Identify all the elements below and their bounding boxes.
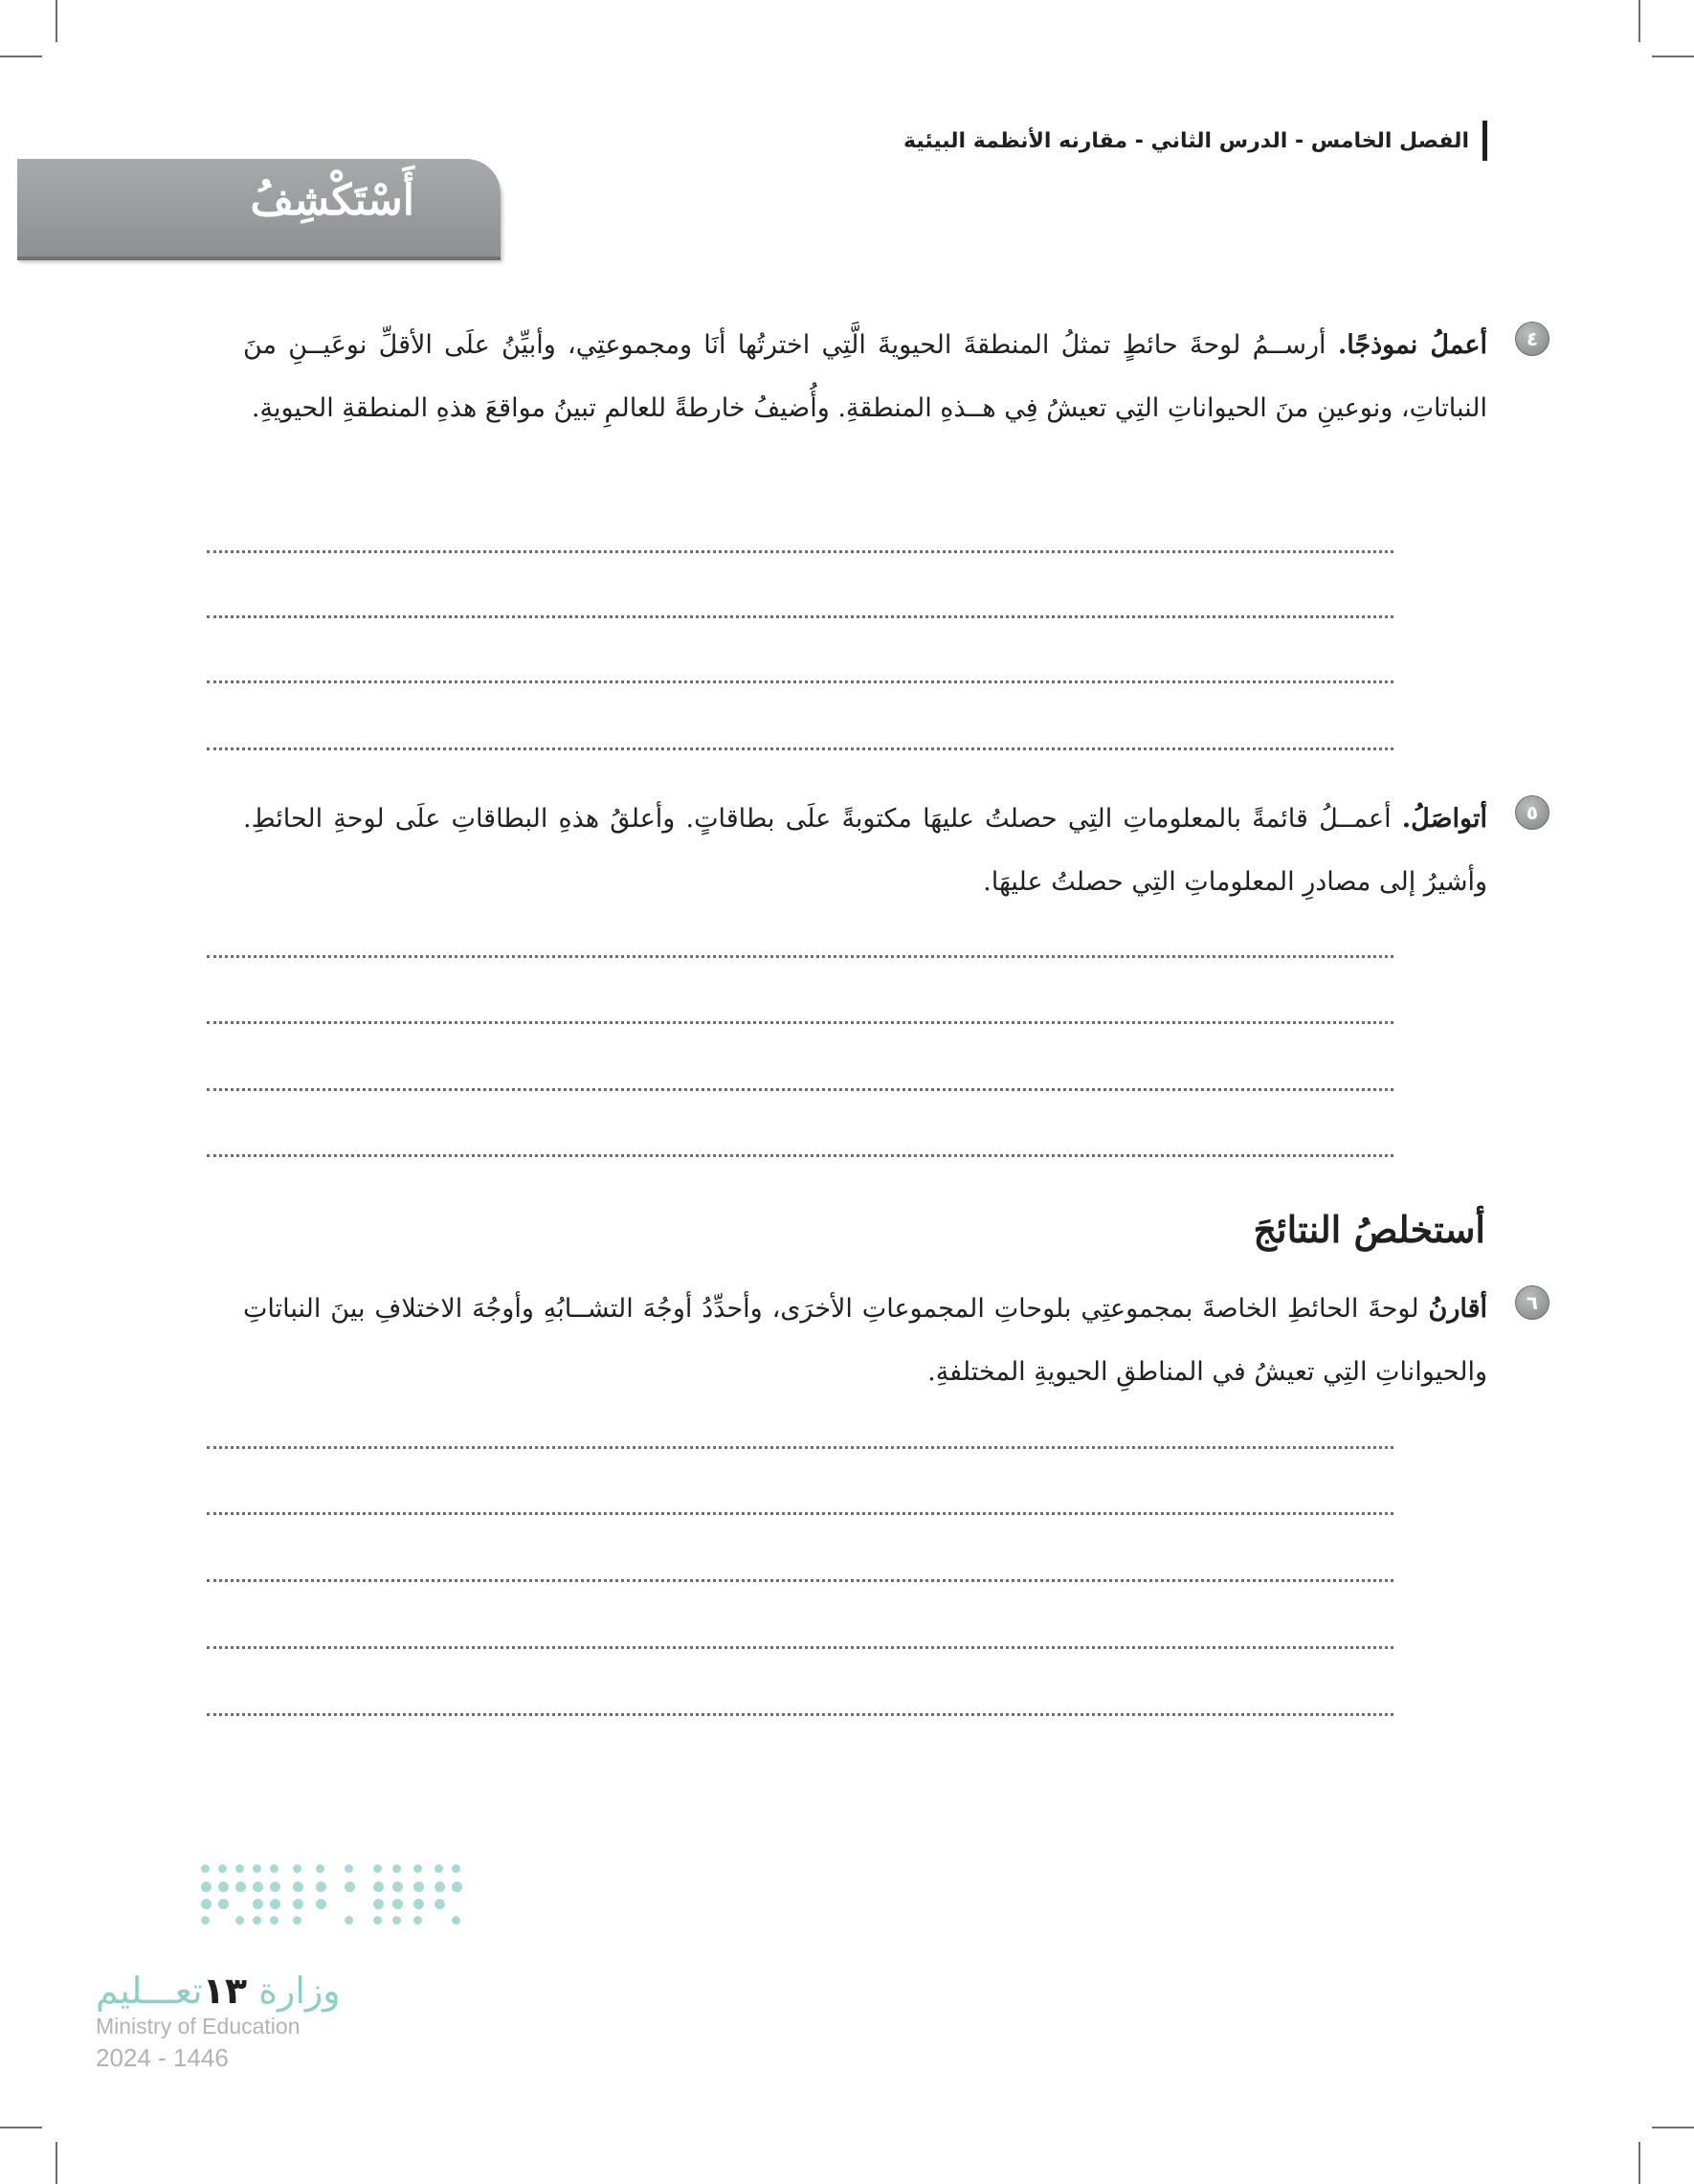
logo-dot	[270, 1899, 280, 1909]
logo-dot	[413, 1916, 422, 1925]
header-title: الفصل الخامس - الدرس الثاني - مقارنه الأنظمة البيئية	[903, 128, 1469, 153]
answer-line[interactable]	[207, 747, 1393, 750]
logo-dot	[435, 1899, 445, 1909]
logo-dot	[373, 1899, 384, 1909]
logo-dot	[253, 1916, 261, 1925]
logo-dot	[413, 1882, 424, 1892]
exercise-item-5	[243, 788, 1539, 914]
crop-mark	[56, 0, 57, 42]
item-paragraph	[243, 1278, 1487, 1404]
item-paragraph	[243, 788, 1487, 914]
logo-dot	[218, 1899, 229, 1909]
item-paragraph	[243, 314, 1487, 440]
item-text: لوحةَ الحائطِ الخاصةَ بمجموعتِي بلوحاتِ المجموعاتِ الأخرَى، وأحدِّدُ أوجُهَ التشــابُهِ وأوجُهَ الاختلافِ بينَ النباتاتِ والحيواناتِ التِي تعيشُ في المناطقِ الحيويةِ المختلفةِ.	[243, 1294, 1487, 1387]
logo-dot	[293, 1882, 303, 1892]
logo-dot	[201, 1899, 212, 1909]
logo-dot	[452, 1882, 462, 1892]
logo-dot	[235, 1916, 244, 1925]
logo-dot	[373, 1864, 382, 1873]
answer-line[interactable]	[207, 615, 1393, 618]
logo-dot	[413, 1864, 422, 1873]
logo-dot	[293, 1899, 303, 1909]
logo-dot	[293, 1864, 301, 1873]
logo-dot	[235, 1882, 246, 1892]
exercise-item-6	[243, 1278, 1539, 1404]
item-number-badge: ٦	[1515, 1285, 1549, 1320]
logo-dot	[270, 1864, 279, 1873]
answer-line[interactable]	[207, 1446, 1393, 1449]
logo-dot	[345, 1882, 355, 1892]
crop-mark	[1652, 56, 1694, 57]
logo-dot	[392, 1899, 403, 1909]
logo-dot	[201, 1916, 210, 1925]
logo-dot	[253, 1882, 263, 1892]
logo-dot	[452, 1864, 460, 1873]
ministry-prefix: وزارة	[258, 1970, 341, 2012]
logo-dot	[201, 1864, 210, 1873]
item-number-badge: ٥	[1515, 795, 1549, 830]
item-text: أرســمُ لوحةَ حائطٍ تمثلُ المنطقةَ الحيويةَ الَّتِي اخترتُها أنَا ومجموعتِي، وأبيِّنُ علَى الأقلِّ نوعَيــنِ منَ النباتاتِ، ونوعينِ منَ الحيواناتِ التِي تعيشُ فِي هــذهِ المنطقةِ. وأُضيفُ خارطةً للعالمِ تبينُ مواقعَ هذهِ المنطقةِ الحيويةِ.	[243, 330, 1487, 423]
logo-dot	[218, 1864, 227, 1873]
logo-dot	[413, 1899, 424, 1909]
logo-dot	[316, 1899, 326, 1909]
header-bar	[1482, 121, 1487, 161]
logo-dot	[218, 1882, 229, 1892]
logo-dot	[345, 1864, 353, 1873]
item-text: أعمــلُ قائمةً بالمعلوماتِ التِي حصلتُ عليهَا مكتوبةً علَى بطاقاتٍ. وأعلقُ هذهِ البطاقاتِ علَى لوحةِ الحائطِ. وأشيرُ إلى مصادرِ المعلوماتِ التِي حصلتُ عليهَا.	[243, 804, 1487, 897]
logo-dot	[452, 1916, 460, 1925]
page-number: ١٣	[202, 1970, 248, 2012]
crop-mark	[56, 2142, 57, 2184]
logo-dot	[435, 1864, 443, 1873]
item-number-badge: ٤	[1515, 322, 1549, 356]
logo-dot	[392, 1864, 401, 1873]
item-lead: أقارنُ	[1428, 1294, 1487, 1324]
logo-dot	[253, 1899, 263, 1909]
explore-tab	[17, 159, 501, 256]
crop-mark	[0, 56, 42, 57]
logo-dot	[316, 1882, 326, 1892]
crop-mark	[0, 2127, 42, 2128]
explore-tab-label: أَسْتَكْشِفُ	[250, 176, 414, 225]
logo-dot	[293, 1916, 301, 1925]
ministry-name-en: Ministry of Education	[96, 2014, 301, 2039]
answer-line[interactable]	[207, 1154, 1393, 1157]
logo-dot	[316, 1864, 324, 1873]
answer-line[interactable]	[207, 1713, 1393, 1716]
logo-dot	[373, 1882, 384, 1892]
crop-mark	[1638, 0, 1640, 42]
ministry-logo-dots	[201, 1864, 464, 1941]
crop-mark	[1638, 2142, 1640, 2184]
logo-dot	[201, 1882, 212, 1892]
ministry-name-ar	[96, 1970, 345, 2012]
answer-line[interactable]	[207, 1579, 1393, 1582]
section-title: أستخلصُ النتائجَ	[1253, 1208, 1485, 1251]
answer-line[interactable]	[207, 955, 1393, 958]
item-lead: أعملُ نموذجًا.	[1337, 330, 1487, 360]
logo-dot	[392, 1916, 401, 1925]
answer-line[interactable]	[207, 680, 1393, 683]
logo-dot	[253, 1864, 261, 1873]
answer-line[interactable]	[207, 1021, 1393, 1024]
answer-line[interactable]	[207, 1088, 1393, 1091]
exercise-item-4	[243, 314, 1539, 440]
crop-mark	[1652, 2127, 1694, 2128]
running-header	[903, 121, 1487, 161]
logo-dot	[270, 1882, 280, 1892]
logo-dot	[373, 1916, 382, 1925]
ministry-suffix: تعـــليم	[96, 1970, 203, 2012]
logo-dot	[435, 1882, 445, 1892]
answer-line[interactable]	[207, 1512, 1393, 1515]
logo-dot	[345, 1916, 353, 1925]
answer-line[interactable]	[207, 550, 1393, 553]
logo-dot	[235, 1864, 244, 1873]
ministry-footer	[96, 1970, 345, 2073]
edition-year: 2024 - 1446	[96, 2043, 229, 2072]
item-lead: أتواصَلُ.	[1401, 804, 1487, 834]
logo-dot	[392, 1882, 403, 1892]
logo-dot	[270, 1916, 279, 1925]
answer-line[interactable]	[207, 1646, 1393, 1649]
